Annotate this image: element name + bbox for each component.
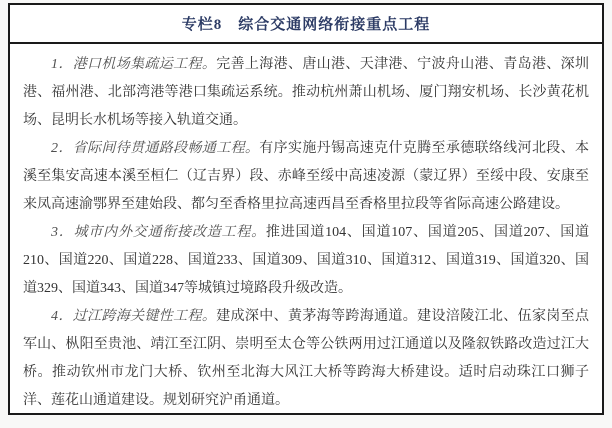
item-3-number: 3． <box>51 225 74 240</box>
column-header <box>10 5 602 44</box>
item-3-heading: 城市内外交通衔接改造工程。 <box>73 225 266 240</box>
list-item-1 <box>23 51 589 135</box>
item-4-text: 建成深中、黄茅海等跨海通道。建设涪陵江北、伍家岗至点军山、枞阳至贵池、靖江至江阴、崇明至太仓等公铁两用过江通道以及隆叙铁路改造过江大桥。推动钦州市龙门大桥、钦州至北海大风江大桥等跨海大桥建设。适时启动珠江口狮子洋、莲花山通道建设。规划研究沪甬通道。 <box>23 309 590 408</box>
column-box <box>8 3 604 415</box>
item-3-text: 推进国道104、国道107、国道205、国道207、国道210、国道220、国道228、国道233、国道309、国道310、国道312、国道319、国道320、国道329、国道343、国道347等城镇过境路段升级改造。 <box>23 225 590 296</box>
item-2-number: 2． <box>51 141 73 156</box>
column-title: 专栏8 综合交通网络衔接重点工程 <box>181 17 431 33</box>
item-1-heading: 港口机场集疏运工程。 <box>72 57 217 72</box>
list-item-4 <box>23 303 589 415</box>
item-1-text: 完善上海港、唐山港、天津港、宁波舟山港、青岛港、深圳港、福州港、北部湾港等港口集疏运系统。推动杭州萧山机场、厦门翔安机场、长沙黄花机场、昆明长水机场等接入轨道交通。 <box>23 57 590 128</box>
item-4-number: 4． <box>51 309 73 324</box>
item-2-heading: 省际间待贯通路段畅通工程。 <box>72 141 260 156</box>
item-1-number: 1． <box>51 57 73 72</box>
list-item-2 <box>23 135 589 219</box>
list-item-3 <box>23 219 589 303</box>
item-2-text: 有序实施丹锡高速克什克腾至承德联络线河北段、本溪至集安高速本溪至桓仁（辽吉界）段、赤峰至绥中高速凌源（蒙辽界）至绥中段、安康至来凤高速渝鄂界至建始段、都匀至香格里拉高速西昌至香格里拉段等省际高速公路建设。 <box>23 141 590 212</box>
item-4-heading: 过江跨海关键性工程。 <box>72 309 217 324</box>
column-body <box>10 44 602 415</box>
